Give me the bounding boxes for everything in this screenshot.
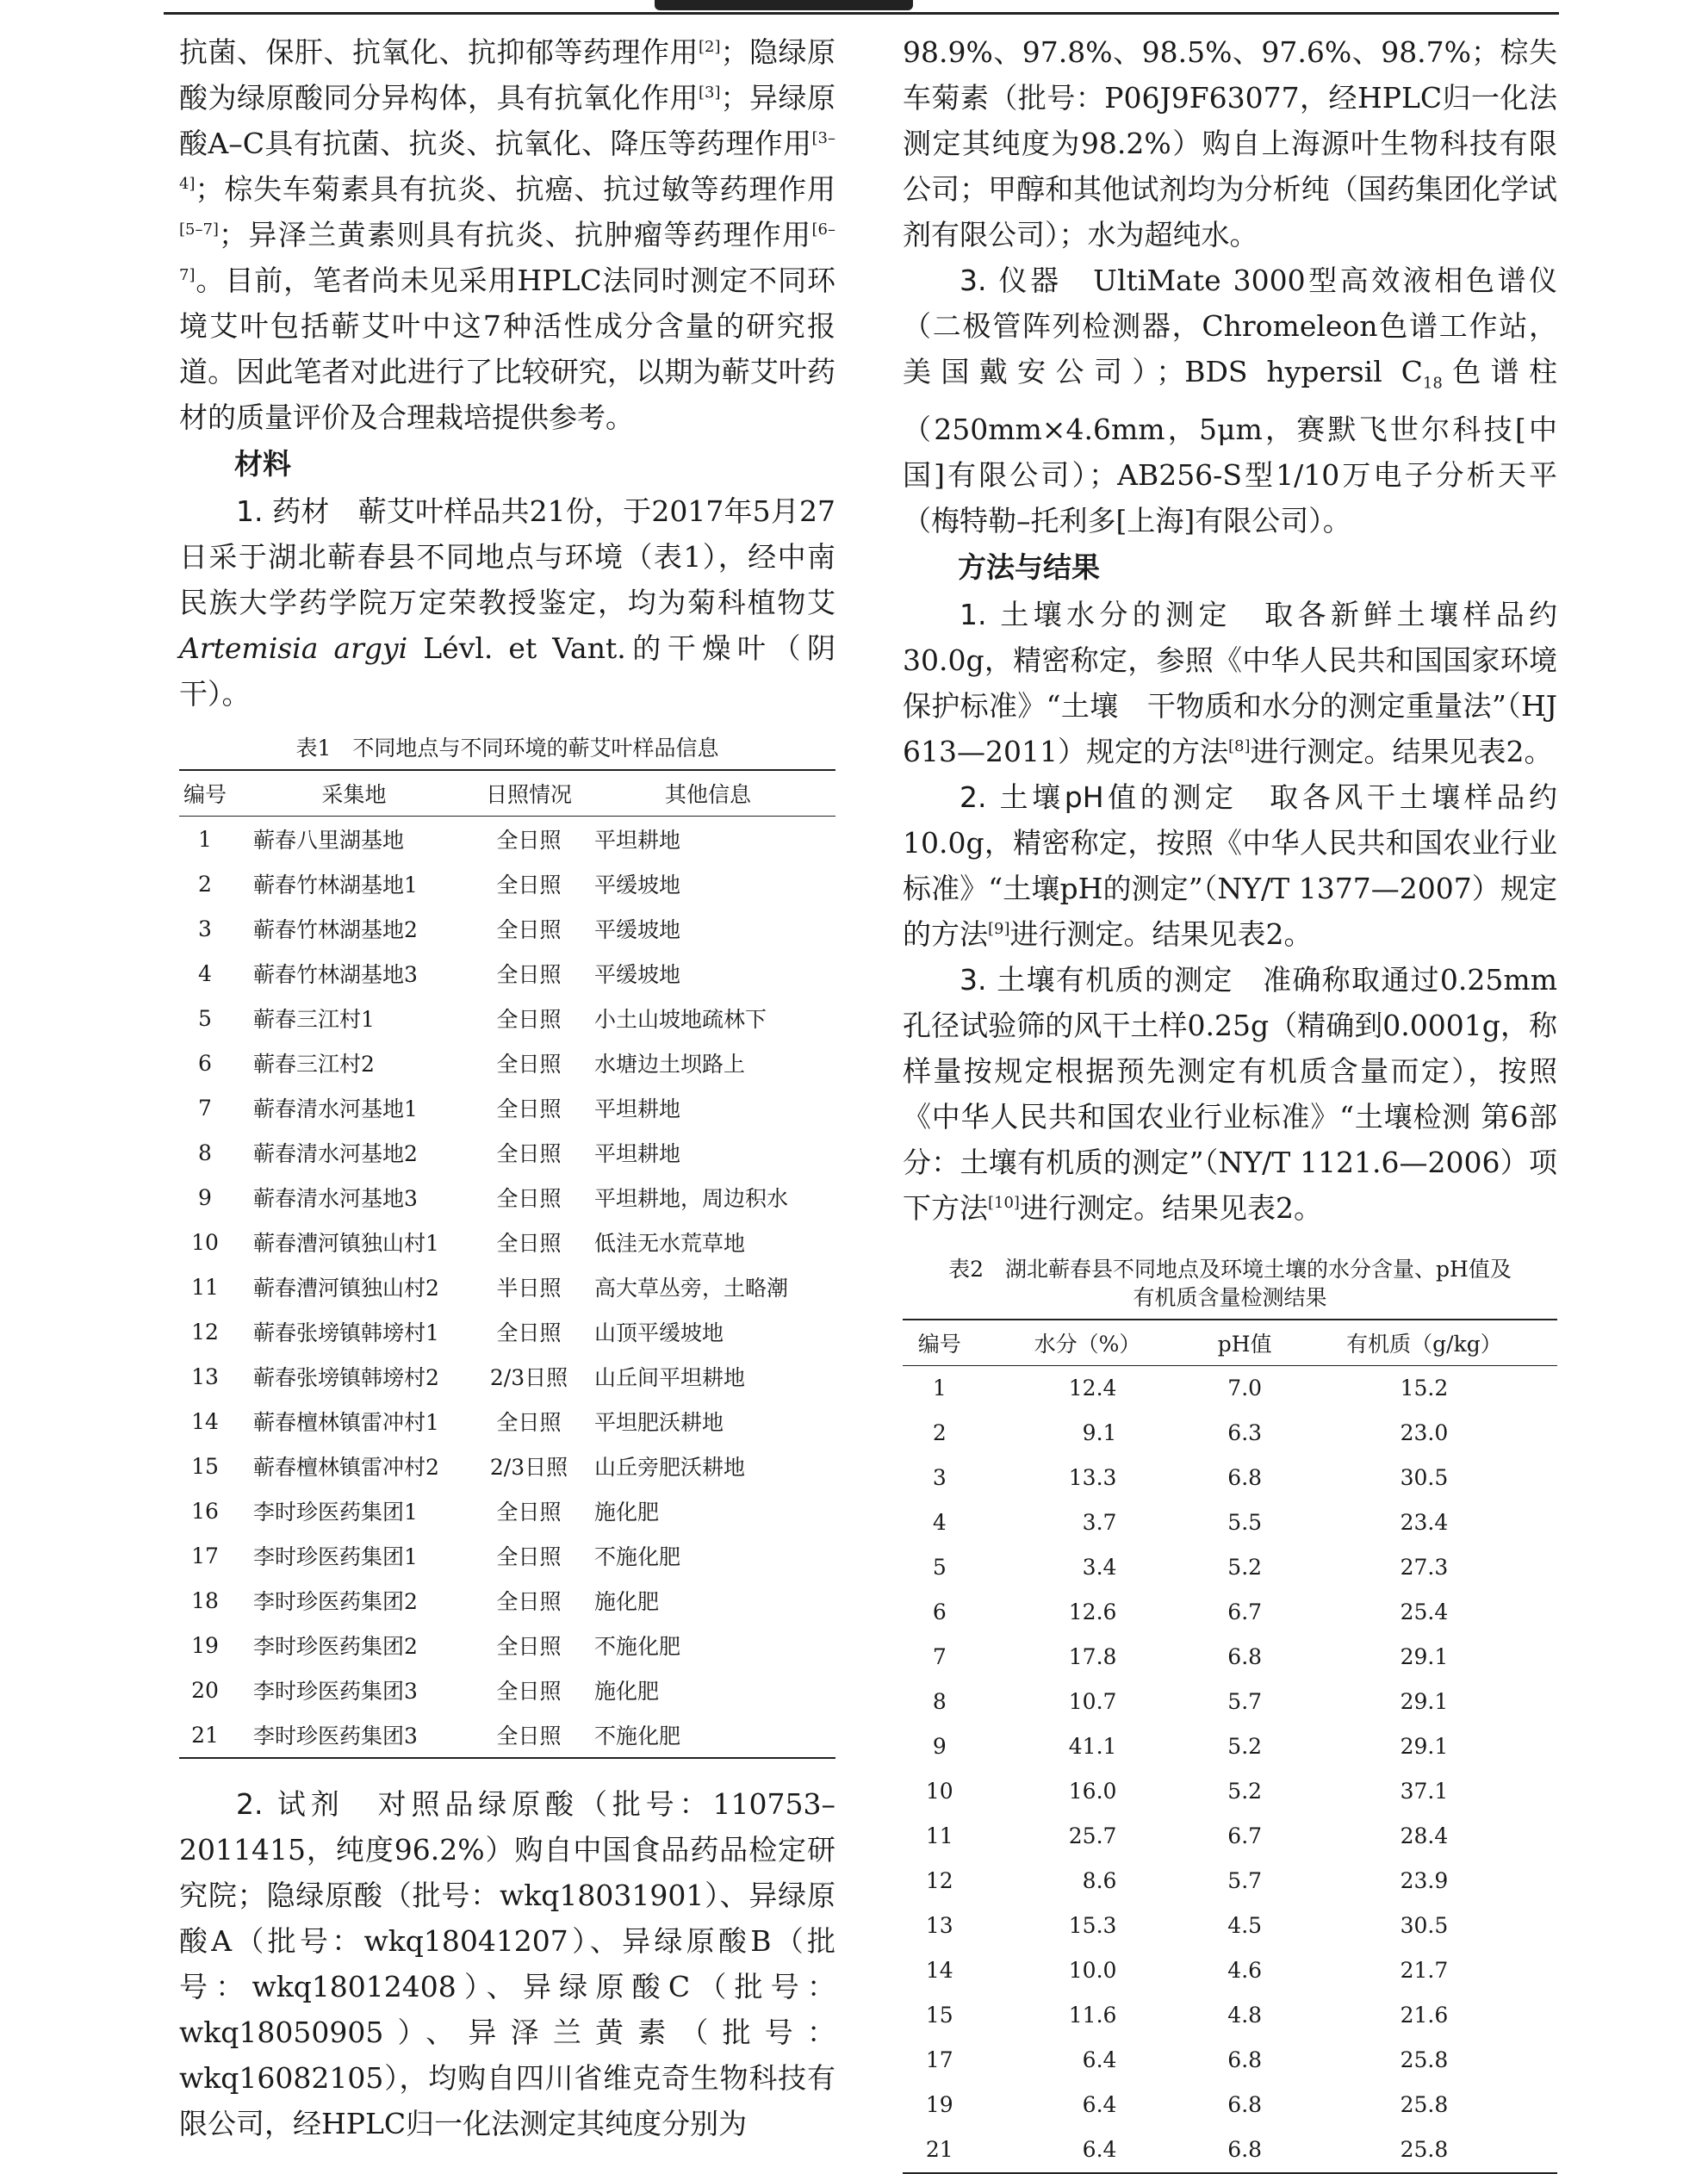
table2-row-cell: 12.6 bbox=[1068, 1599, 1117, 1625]
table2-row-cell: 14 bbox=[925, 1958, 953, 1984]
table2-row bbox=[903, 1859, 1557, 1904]
table2-row-cell: 1 bbox=[932, 1376, 947, 1401]
table1-row-cell: 不施化肥 bbox=[581, 1712, 835, 1758]
table2-row-cell: 5.2 bbox=[1227, 1734, 1263, 1760]
table2-header: 编号 bbox=[903, 1320, 977, 1366]
table1-row-cell: 1 bbox=[198, 826, 212, 852]
table2-row bbox=[903, 1904, 1557, 1948]
table2-row-cell: 17 bbox=[925, 2047, 953, 2073]
table2-header: 有机质（g/kg） bbox=[1291, 1320, 1557, 1366]
table1-row-cell: 2/3日照 bbox=[489, 1455, 568, 1480]
table2-row-cell: 19 bbox=[925, 2092, 953, 2118]
table2-row-cell: 37.1 bbox=[1400, 1779, 1449, 1804]
table1-row-cell: 13 bbox=[191, 1363, 219, 1389]
table1-row-cell: 李时珍医药集团3 bbox=[253, 1679, 418, 1704]
table2-row-cell: 13 bbox=[925, 1913, 953, 1939]
table2-row-cell: 6.8 bbox=[1227, 1465, 1263, 1491]
table2-row bbox=[903, 1635, 1557, 1680]
table2-row-cell: 11 bbox=[925, 1823, 953, 1849]
table1-row-cell: 李时珍医药集团1 bbox=[253, 1544, 418, 1569]
table2-row-cell: 7 bbox=[932, 1644, 947, 1670]
table1-row-cell: 全日照 bbox=[496, 828, 562, 853]
table1-row bbox=[179, 951, 835, 996]
table1-row bbox=[179, 906, 835, 951]
reagent-paragraph: 2. 试剂 对照品绿原酸（批号：110753–2011415，纯度96.2%）购自中国食品药品检定研究院；隐绿原酸（批号：wkq18031901）、异绿原酸A（批号：wkq18041207）、异绿原酸B（批号：wkq18012408）、异绿原酸C（批号：wkq18050905）、异泽兰黄素（批号：wkq16082105），均购自四川省维克奇生物科技有限公司，经HPLC归一化法测定其纯度分别为 bbox=[179, 1787, 836, 2140]
table1-header: 采集地 bbox=[231, 770, 477, 817]
table1-row-cell: 2/3日照 bbox=[489, 1365, 568, 1390]
table1-row bbox=[179, 817, 835, 862]
table1-row bbox=[179, 996, 835, 1040]
table1-row-cell: 半日照 bbox=[496, 1276, 562, 1301]
table1-row-cell: 蕲春张塝镇韩塝村2 bbox=[253, 1365, 439, 1390]
table2-row-cell: 3.4 bbox=[1082, 1555, 1117, 1581]
table1-row bbox=[179, 1175, 835, 1220]
table2-row-cell: 4.6 bbox=[1227, 1958, 1263, 1984]
table2-row-cell: 10 bbox=[925, 1779, 953, 1804]
table2-row-cell: 3.7 bbox=[1082, 1510, 1117, 1536]
table1-row-cell: 全日照 bbox=[496, 1231, 562, 1256]
table2-row-cell: 6 bbox=[932, 1599, 947, 1625]
table2-row-cell: 17.8 bbox=[1068, 1644, 1117, 1670]
table2-caption: 表2 湖北蕲春县不同地点及环境土壤的水分含量、pH值及 有机质含量检测结果 bbox=[948, 1256, 1512, 1310]
right-column bbox=[903, 29, 1557, 2174]
methods-heading: 方法与结果 bbox=[958, 550, 1100, 584]
table2-row bbox=[903, 1814, 1557, 1859]
table1-row bbox=[179, 1668, 835, 1712]
table1-row-cell: 2 bbox=[198, 871, 212, 897]
table1-header: 编号 bbox=[179, 770, 231, 817]
table2-row-cell: 4 bbox=[932, 1510, 947, 1536]
table2-row-cell: 7.0 bbox=[1227, 1376, 1263, 1401]
table1-row bbox=[179, 1309, 835, 1354]
materials-heading: 材料 bbox=[234, 447, 291, 481]
table1-row-cell: 蕲春檀林镇雷冲村2 bbox=[253, 1455, 439, 1480]
table2-row-cell: 15.2 bbox=[1400, 1376, 1449, 1401]
table1-row-cell: 全日照 bbox=[496, 1141, 562, 1166]
reagent-label: 2. 试剂 bbox=[236, 1787, 345, 1821]
table1-row-cell: 6 bbox=[198, 1050, 212, 1076]
table2-row bbox=[903, 1500, 1557, 1545]
table2-row-cell: 4.5 bbox=[1227, 1913, 1263, 1939]
table2-row-cell: 6.4 bbox=[977, 2127, 1199, 2173]
table1-row-cell: 3 bbox=[198, 916, 212, 941]
method2-label: 2. 土壤pH值的测定 bbox=[960, 780, 1238, 814]
table1-row bbox=[179, 1220, 835, 1264]
table1-row-cell: 李时珍医药集团2 bbox=[253, 1634, 418, 1659]
table1-row-cell: 山顶平缓坡地 bbox=[594, 1320, 724, 1345]
table2-row-cell: 21.7 bbox=[1400, 1958, 1449, 1984]
table1-row-cell: 8 bbox=[198, 1140, 212, 1165]
table1 bbox=[179, 769, 835, 1759]
table1-row-cell: 11 bbox=[191, 1274, 219, 1300]
table2-row-cell: 30.5 bbox=[1400, 1465, 1449, 1491]
table2-row bbox=[903, 1993, 1557, 2038]
table2-row-cell: 6.7 bbox=[1227, 1599, 1263, 1625]
table2-row-cell: 23.9 bbox=[1400, 1868, 1449, 1894]
table1-row-cell: 平坦耕地，周边积水 bbox=[594, 1186, 789, 1211]
table1-row-cell: 蕲春漕河镇独山村1 bbox=[253, 1231, 439, 1256]
running-header-bar bbox=[655, 0, 913, 10]
table2-row-cell: 5.2 bbox=[1227, 1779, 1263, 1804]
table2-row-cell: 8 bbox=[932, 1689, 947, 1715]
table1-row-cell: 蕲春清水河基地1 bbox=[253, 1096, 418, 1121]
table1-row-cell: 不施化肥 bbox=[594, 1544, 681, 1569]
table2-row bbox=[903, 1948, 1557, 1993]
table2-row-cell: 12.4 bbox=[1068, 1376, 1117, 1401]
table1-row bbox=[179, 1130, 835, 1175]
table2-row bbox=[903, 1769, 1557, 1814]
table1-row bbox=[179, 1623, 835, 1668]
table1-row-cell: 全日照 bbox=[496, 1096, 562, 1121]
table2-row-cell: 25.8 bbox=[1291, 2127, 1557, 2173]
table1-row-cell: 全日照 bbox=[496, 1007, 562, 1032]
table1-row-cell: 全日照 bbox=[496, 917, 562, 942]
table1-row bbox=[179, 1488, 835, 1533]
table1-row bbox=[179, 1399, 835, 1444]
table2-row-cell: 30.5 bbox=[1400, 1913, 1449, 1939]
table2-row-cell: 25.4 bbox=[1400, 1599, 1449, 1625]
table1-row-cell: 水塘边土坝路上 bbox=[594, 1052, 746, 1077]
table1-row-cell: 平缓坡地 bbox=[594, 962, 681, 987]
table2-row bbox=[903, 1590, 1557, 1635]
table2-row-cell: 5.5 bbox=[1227, 1510, 1263, 1536]
table1-row-cell: 全日照 bbox=[496, 1634, 562, 1659]
table2-row-cell: 6.3 bbox=[1227, 1420, 1263, 1446]
table1-row-cell: 平坦耕地 bbox=[594, 1141, 681, 1166]
table2-row-cell: 2 bbox=[932, 1420, 947, 1446]
table2-header: pH值 bbox=[1198, 1320, 1290, 1366]
method1-paragraph: 1. 土壤水分的测定 取各新鲜土壤样品约30.0g，精密称定，参照《中华人民共和国国家环境保护标准》“土壤 干物质和水分的测定重量法”（HJ 613—2011）规定的方法[8]进行测定。结果见表2。 bbox=[903, 597, 1558, 768]
header-rule bbox=[164, 12, 1559, 15]
table2-row-cell: 29.1 bbox=[1400, 1734, 1449, 1760]
table2-row bbox=[903, 1411, 1557, 1456]
table2-row-cell: 6.7 bbox=[1227, 1823, 1263, 1849]
table1-row-cell: 蕲春清水河基地3 bbox=[253, 1186, 418, 1211]
table2-row-cell: 23.4 bbox=[1400, 1510, 1449, 1536]
table1-row bbox=[179, 1712, 835, 1758]
table1-row-cell: 蕲春张塝镇韩塝村1 bbox=[253, 1320, 439, 1345]
table2-row bbox=[903, 1456, 1557, 1500]
table1-row-cell: 18 bbox=[191, 1587, 219, 1613]
table1-row-cell: 5 bbox=[198, 1005, 212, 1031]
table1-row-cell: 蕲春檀林镇雷冲村1 bbox=[253, 1410, 439, 1435]
table2-row-cell: 23.0 bbox=[1400, 1420, 1449, 1446]
table1-row-cell: 李时珍医药集团3 bbox=[231, 1712, 477, 1758]
table2-row bbox=[903, 1680, 1557, 1724]
table1-row-cell: 14 bbox=[191, 1408, 219, 1434]
table2-row bbox=[903, 1365, 1557, 1411]
table2-row bbox=[903, 1545, 1557, 1590]
table2-row-cell: 9 bbox=[932, 1734, 947, 1760]
table2-row bbox=[903, 1724, 1557, 1769]
table1-row-cell: 21 bbox=[179, 1712, 231, 1758]
table1-row-cell: 施化肥 bbox=[594, 1589, 660, 1614]
table2-row-cell: 21 bbox=[903, 2127, 977, 2173]
table2-row-cell: 12 bbox=[925, 1868, 953, 1894]
table1-header: 日照情况 bbox=[477, 770, 581, 817]
table1-row-cell: 李时珍医药集团2 bbox=[253, 1589, 418, 1614]
table2-row-cell: 6.8 bbox=[1198, 2127, 1290, 2173]
table2-row-cell: 27.3 bbox=[1400, 1555, 1449, 1581]
table1-row-cell: 全日照 bbox=[496, 1679, 562, 1704]
table1-row bbox=[179, 1533, 835, 1578]
table1-row-cell: 蕲春竹林湖基地3 bbox=[253, 962, 418, 987]
instrument-paragraph: 3. 仪器 UltiMate 3000型高效液相色谱仪（二极管阵列检测器，Chromeleon色谱工作站，美国戴安公司）；BDS hypersil $C_{18}$色谱柱（250mm×4.6mm，5μm，赛默飞世尔科技[中国]有限公司）；AB256-S型1/10万电子分析天平（梅特勒–托利多[上海]有限公司）。 bbox=[903, 264, 1557, 537]
method1-label: 1. 土壤水分的测定 bbox=[960, 597, 1232, 631]
table1-row-cell: 山丘间平坦耕地 bbox=[594, 1365, 746, 1390]
table2-row-cell: 4.8 bbox=[1227, 2003, 1263, 2028]
table2-row-cell: 28.4 bbox=[1400, 1823, 1449, 1849]
table1-row bbox=[179, 861, 835, 906]
table1-row-cell: 低洼无水荒草地 bbox=[594, 1231, 746, 1256]
table1-row-cell: 施化肥 bbox=[594, 1679, 660, 1704]
table2-row-cell: 25.8 bbox=[1400, 2047, 1449, 2073]
table2-row-cell: 29.1 bbox=[1400, 1689, 1449, 1715]
table2-row-cell: 16.0 bbox=[1068, 1779, 1117, 1804]
table1-row-cell: 蕲春漕河镇独山村2 bbox=[253, 1276, 439, 1301]
table1-row-cell: 10 bbox=[191, 1229, 219, 1255]
table1-row-cell: 蕲春竹林湖基地2 bbox=[253, 917, 418, 942]
table2-row bbox=[903, 2127, 1557, 2173]
table1-row-cell: 平坦耕地 bbox=[594, 828, 681, 853]
table1-header: 其他信息 bbox=[581, 770, 835, 817]
table2-row-cell: 6.8 bbox=[1227, 2047, 1263, 2073]
table2-row-cell: 29.1 bbox=[1400, 1644, 1449, 1670]
table1-row-cell: 平缓坡地 bbox=[594, 917, 681, 942]
intro-paragraph: 抗菌、保肝、抗氧化、抗抑郁等药理作用[2]；隐绿原酸为绿原酸同分异构体，具有抗氧化作用[3]；异绿原酸A–C具有抗菌、抗炎、抗氧化、降压等药理作用[3–4]；棕失车菊素具有抗炎、抗癌、抗过敏等药理作用[5–7]；异泽兰黄素则具有抗炎、抗肿瘤等药理作用[6–7]。目前，笔者尚未见采用HPLC法同时测定不同环境艾叶包括蕲艾叶中这7种活性成分含量的研究报道。因此笔者对此进行了比较研究，以期为蕲艾叶药材的质量评价及合理栽培提供参考。 bbox=[179, 35, 835, 434]
table1-row-cell: 4 bbox=[198, 960, 212, 986]
table1-row bbox=[179, 1578, 835, 1623]
table2-row-cell: 6.8 bbox=[1227, 1644, 1263, 1670]
table1-row-cell: 高大草丛旁，土略潮 bbox=[594, 1276, 789, 1301]
table2 bbox=[903, 1319, 1557, 2174]
table2-row-cell: 6.8 bbox=[1227, 2092, 1263, 2118]
table2-row-cell: 6.4 bbox=[1082, 2047, 1117, 2073]
method3-label: 3. 土壤有机质的测定 bbox=[960, 962, 1233, 997]
table2-header: 水分（%） bbox=[977, 1320, 1199, 1366]
instrument-label: 3. 仪器 bbox=[960, 264, 1062, 297]
table1-row-cell: 全日照 bbox=[496, 1052, 562, 1077]
table1-row-cell: 7 bbox=[198, 1095, 212, 1121]
table2-row-cell: 15 bbox=[925, 2003, 953, 2028]
table1-row-cell: 蕲春三江村1 bbox=[253, 1007, 375, 1032]
table2-row-cell: 13.3 bbox=[1068, 1465, 1117, 1491]
table1-row-cell: 全日照 bbox=[496, 1500, 562, 1525]
table2-row-cell: 5 bbox=[932, 1555, 947, 1581]
table1-row-cell: 全日照 bbox=[496, 1410, 562, 1435]
herb-label: 1. 药材 bbox=[236, 494, 330, 528]
table1-row-cell: 19 bbox=[191, 1632, 219, 1658]
method3-paragraph: 3. 土壤有机质的测定 准确称取通过0.25mm孔径试验筛的风干土样0.25g（精确到0.0001g，称样量按规定根据预先测定有机质含量而定），按照《中华人民共和国农业行业标准》“土壤检测 第6部分：土壤有机质的测定”（NY/T 1121.6—2006）项下方法[10]进行测定。结果见表2。 bbox=[903, 962, 1557, 1225]
table1-row-cell: 20 bbox=[191, 1677, 219, 1703]
table1-row bbox=[179, 1040, 835, 1085]
table1-row-cell: 全日照 bbox=[496, 1589, 562, 1614]
table2-row-cell: 8.6 bbox=[1082, 1868, 1117, 1894]
table1-row-cell: 蕲春竹林湖基地1 bbox=[253, 873, 418, 898]
table1-row-cell: 9 bbox=[198, 1184, 212, 1210]
table1-row-cell: 全日照 bbox=[496, 1544, 562, 1569]
table1-row-cell: 全日照 bbox=[477, 1712, 581, 1758]
table1-row-cell: 全日照 bbox=[496, 962, 562, 987]
left-column bbox=[179, 29, 835, 2146]
table2-row bbox=[903, 2083, 1557, 2127]
method2-paragraph: 2. 土壤pH值的测定 取各风干土壤样品约10.0g，精密称定，按照《中华人民共和国农业行业标准》“土壤pH的测定”（NY/T 1377—2007）规定的方法[9]进行测定。结果见表2。 bbox=[903, 780, 1557, 951]
table2-row-cell: 21.6 bbox=[1400, 2003, 1449, 2028]
table1-row-cell: 全日照 bbox=[496, 1320, 562, 1345]
table2-row-cell: 10.0 bbox=[1068, 1958, 1117, 1984]
table1-row-cell: 全日照 bbox=[496, 873, 562, 898]
table1-row-cell: 不施化肥 bbox=[594, 1634, 681, 1659]
table2-row-cell: 6.4 bbox=[1082, 2092, 1117, 2118]
table1-row bbox=[179, 1444, 835, 1488]
table2-row-cell: 25.7 bbox=[1068, 1823, 1117, 1849]
table2-row-cell: 3 bbox=[932, 1465, 947, 1491]
table1-row-cell: 蕲春清水河基地2 bbox=[253, 1141, 418, 1166]
table1-row-cell: 平坦耕地 bbox=[594, 1096, 681, 1121]
table1-row-cell: 李时珍医药集团1 bbox=[253, 1500, 418, 1525]
table1-row-cell: 15 bbox=[191, 1453, 219, 1479]
table2-row-cell: 10.7 bbox=[1068, 1689, 1117, 1715]
table1-row-cell: 平坦肥沃耕地 bbox=[594, 1410, 724, 1435]
table1-row-cell: 蕲春八里湖基地 bbox=[253, 828, 405, 853]
table1-row-cell: 小土山坡地疏林下 bbox=[594, 1007, 767, 1032]
table2-row-cell: 41.1 bbox=[1068, 1734, 1117, 1760]
table2-row-cell: 15.3 bbox=[1068, 1913, 1117, 1939]
table1-row-cell: 全日照 bbox=[496, 1186, 562, 1211]
table1-row-cell: 16 bbox=[191, 1498, 219, 1524]
table1-row-cell: 施化肥 bbox=[594, 1500, 660, 1525]
reagent-continuation: 98.9%、97.8%、98.5%、97.6%、98.7%；棕失车菊素（批号：P06J9F63077，经HPLC归一化法测定其纯度为98.2%）购自上海源叶生物科技有限公司；甲醇和其他试剂均为分析纯（国药集团化学试剂有限公司）；水为超纯水。 bbox=[903, 35, 1557, 252]
table2-row-cell: 5.7 bbox=[1227, 1689, 1263, 1715]
table2-body bbox=[903, 1365, 1557, 2173]
herb-paragraph: 1. 药材 蕲艾叶样品共21份，于2017年5月27日采于湖北蕲春县不同地点与环境（表1），经中南民族大学药学院万定荣教授鉴定，均为菊科植物艾Artemisia argyi Lévl. et Vant.的干燥叶（阴干）。 bbox=[179, 494, 835, 711]
table2-row-cell: 5.7 bbox=[1227, 1868, 1263, 1894]
table1-row bbox=[179, 1354, 835, 1399]
table1-body bbox=[179, 817, 835, 1759]
table2-row bbox=[903, 2038, 1557, 2083]
table1-row bbox=[179, 1085, 835, 1130]
table2-row-cell: 25.8 bbox=[1400, 2092, 1449, 2118]
table2-row-cell: 9.1 bbox=[1082, 1420, 1117, 1446]
table1-row-cell: 17 bbox=[191, 1543, 219, 1568]
table2-row-cell: 11.6 bbox=[1068, 2003, 1117, 2028]
table1-row-cell: 12 bbox=[191, 1319, 219, 1345]
table1-row-cell: 蕲春三江村2 bbox=[253, 1052, 375, 1077]
table1-row bbox=[179, 1264, 835, 1309]
table1-caption: 表1 不同地点与不同环境的蕲艾叶样品信息 bbox=[295, 736, 719, 761]
table2-row-cell: 5.2 bbox=[1227, 1555, 1263, 1581]
table1-row-cell: 平缓坡地 bbox=[594, 873, 681, 898]
table1-row-cell: 山丘旁肥沃耕地 bbox=[594, 1455, 746, 1480]
